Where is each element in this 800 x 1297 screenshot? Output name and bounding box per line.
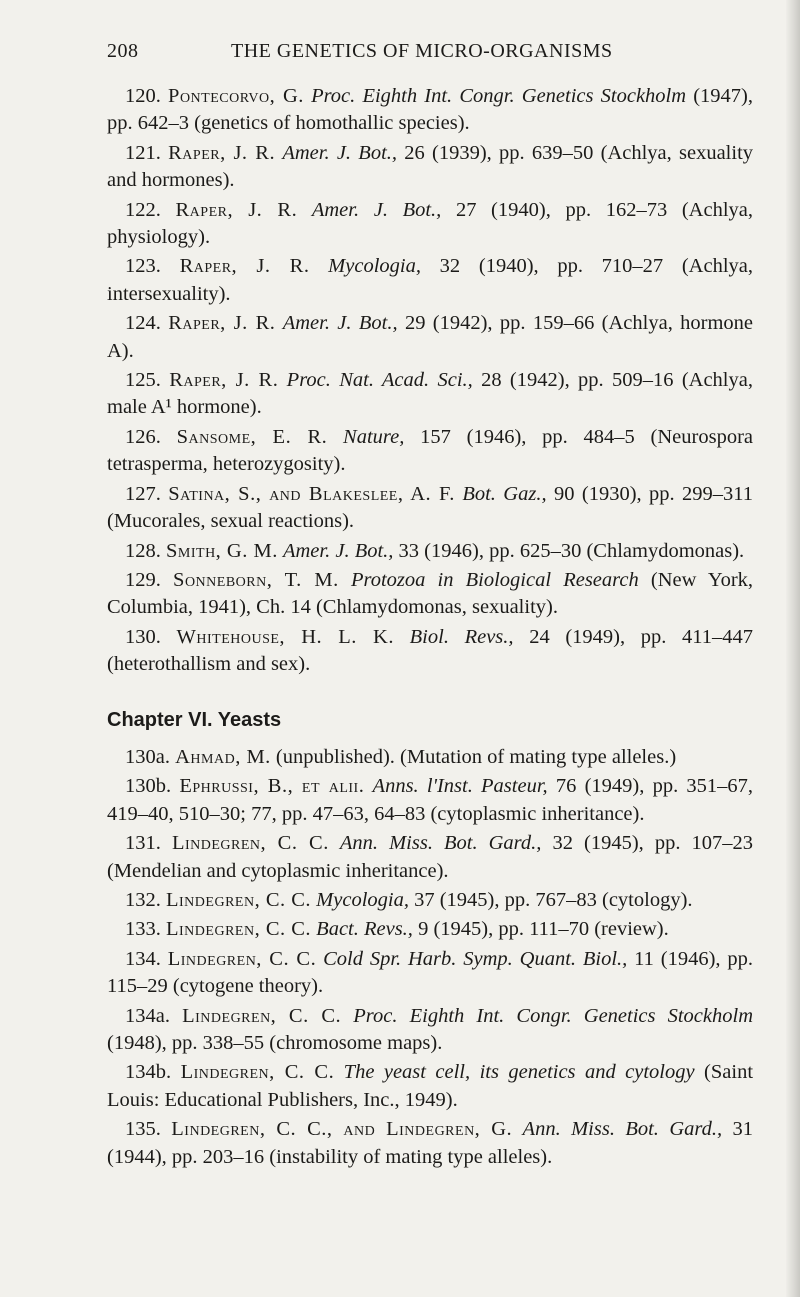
chapter-heading: Chapter VI. Yeasts <box>107 708 282 731</box>
reference-author: Lindegren, C. C. <box>166 918 312 941</box>
references-part1 <box>107 83 753 679</box>
reference-entry <box>107 197 753 252</box>
reference-author: Raper, J. R. <box>168 141 276 164</box>
reference-author: Raper, J. R. <box>169 369 279 392</box>
reference-details: 27 (1940), pp. 162–73 (Achlya, physiology). <box>107 198 753 249</box>
reference-source: Biol. Revs., <box>409 625 514 648</box>
reference-author: Lindegren, C. C. <box>180 1061 335 1084</box>
reference-number: 131. <box>125 832 161 855</box>
reference-entry <box>107 538 753 565</box>
reference-number: 134b. <box>125 1061 172 1084</box>
reference-details: (1948), pp. 338–55 (chromosome maps). <box>107 1032 443 1054</box>
reference-number: 133. <box>125 918 161 941</box>
reference-author: Sonneborn, T. M. <box>173 568 339 591</box>
reference-number: 128. <box>125 539 161 562</box>
reference-details: (Saint Louis: Educational Publishers, Inc., 1949). <box>107 1061 754 1111</box>
reference-entry <box>107 140 753 195</box>
reference-number: 120. <box>125 85 161 107</box>
reference-source: Bact. Revs., <box>316 918 413 941</box>
reference-entry <box>107 1059 753 1114</box>
reference-details: 32 (1945), pp. 107–23 (Mendelian and cytoplasmic inheritance). <box>107 832 754 882</box>
reference-number: 130a. <box>125 745 170 768</box>
reference-details: 29 (1942), pp. 159–66 (Achlya, hormone A). <box>107 312 754 362</box>
reference-number: 124. <box>125 312 161 335</box>
reference-source: Amer. J. Bot., <box>282 539 394 562</box>
reference-source: Anns. l'Inst. Pasteur, <box>372 775 548 798</box>
reference-number: 122. <box>125 198 161 221</box>
reference-number: 132. <box>125 888 161 911</box>
reference-source: Amer. J. Bot., <box>282 141 398 164</box>
reference-entry <box>107 624 753 679</box>
reference-number: 130. <box>125 625 161 648</box>
reference-details: 37 (1945), pp. 767–83 (cytology). <box>414 888 693 911</box>
reference-details: 76 (1949), pp. 351–67, 419–40, 510–30; 77, pp. 47–63, 64–83 (cytoplasmic inheritance). <box>107 775 754 825</box>
reference-number: 134. <box>125 947 161 970</box>
reference-source: Ann. Miss. Bot. Gard., <box>522 1118 723 1141</box>
page-number: 208 <box>107 40 139 62</box>
reference-details: 26 (1939), pp. 639–50 (Achlya, sexuality and hormones). <box>107 141 754 192</box>
reference-entry <box>107 773 753 828</box>
reference-entry <box>107 1003 753 1058</box>
reference-source: Proc. Eighth Int. Congr. Genetics Stockholm <box>311 85 687 107</box>
reference-entry <box>107 1116 753 1171</box>
reference-source: The yeast cell, its genetics and cytology <box>343 1061 695 1084</box>
reference-entry <box>107 424 753 479</box>
reference-entry <box>107 310 753 365</box>
reference-number: 130b. <box>125 775 172 798</box>
reference-number: 126. <box>125 425 161 448</box>
reference-details: 32 (1940), pp. 710–27 (Achlya, intersexuality). <box>107 255 754 305</box>
reference-author: Smith, G. M. <box>166 539 278 562</box>
reference-entry <box>107 916 753 943</box>
reference-details: (1947), pp. 642–3 (genetics of homothallic species). <box>107 85 753 135</box>
reference-source: Proc. Eighth Int. Congr. Genetics Stockholm <box>353 1004 753 1027</box>
reference-number: 135. <box>125 1118 161 1141</box>
reference-source: Mycologia, <box>316 888 409 911</box>
reference-details: 157 (1946), pp. 484–5 (Neurospora tetrasperma, heterozygosity). <box>107 425 754 476</box>
reference-details: 24 (1949), pp. 411–447 (heterothallism and sex). <box>107 625 754 676</box>
reference-entry <box>107 367 753 422</box>
reference-author: Lindegren, C. C. <box>171 832 329 855</box>
reference-source: Cold Spr. Harb. Symp. Quant. Biol., <box>323 947 628 970</box>
reference-source: Amer. J. Bot., <box>282 312 398 335</box>
reference-details: 90 (1930), pp. 299–311 (Mucorales, sexual reactions). <box>107 482 754 533</box>
reference-list <box>107 83 753 1173</box>
reference-author: Raper, J. R. <box>175 198 298 221</box>
reference-author: Raper, J. R. <box>179 255 310 278</box>
reference-details: 9 (1945), pp. 111–70 (review). <box>418 918 669 941</box>
reference-entry <box>107 830 753 885</box>
reference-author: Lindegren, C. C. <box>166 888 312 911</box>
reference-number: 121. <box>125 141 161 164</box>
reference-entry <box>107 481 753 536</box>
running-title: THE GENETICS OF MICRO-ORGANISMS <box>231 40 613 62</box>
reference-details: 28 (1942), pp. 509–16 (Achlya, male A¹ hormone). <box>107 369 753 419</box>
reference-author: Lindegren, C. C., and Lindegren, G. <box>171 1118 513 1141</box>
reference-source: Mycologia, <box>328 255 421 278</box>
reference-source: Protozoa in Biological Research <box>350 568 639 591</box>
reference-author: Lindegren, C. C. <box>182 1004 342 1027</box>
reference-author: Pontecorvo, G. <box>168 85 304 107</box>
reference-entry <box>107 946 753 1001</box>
reference-author: Sansome, E. R. <box>176 425 328 448</box>
reference-author: Satina, S., and Blakeslee, A. F. <box>168 482 455 505</box>
reference-author: Raper, J. R. <box>168 312 276 335</box>
reference-source: Amer. J. Bot., <box>311 198 442 221</box>
reference-entry <box>107 567 753 622</box>
reference-author: Whitehouse, H. L. K. <box>176 625 394 648</box>
reference-source: Ann. Miss. Bot. Gard., <box>339 832 542 855</box>
reference-entry <box>107 887 753 914</box>
references-part2 <box>107 744 753 1171</box>
reference-source: Bot. Gaz., <box>462 482 547 505</box>
reference-entry <box>107 744 753 771</box>
reference-details: 31 (1944), pp. 203–16 (instability of mating type alleles). <box>107 1118 754 1168</box>
reference-source: Proc. Nat. Acad. Sci., <box>286 369 473 392</box>
reference-number: 134a. <box>125 1004 170 1027</box>
page-edge-shadow <box>786 0 800 1297</box>
reference-number: 125. <box>125 369 161 392</box>
reference-author: Lindegren, C. C. <box>167 947 317 970</box>
reference-author: Ephrussi, B., et alii. <box>179 775 365 798</box>
reference-details: (New York, Columbia, 1941), Ch. 14 (Chlamydomonas, sexuality). <box>107 568 754 619</box>
reference-number: 123. <box>125 255 161 278</box>
reference-details: 11 (1946), pp. 115–29 (cytogene theory). <box>107 947 754 998</box>
reference-number: 129. <box>125 568 161 591</box>
reference-number: 127. <box>125 482 161 505</box>
reference-author: Ahmad, M. <box>175 745 271 768</box>
reference-entry <box>107 83 753 138</box>
reference-entry <box>107 253 753 308</box>
reference-details: 33 (1946), pp. 625–30 (Chlamydomonas). <box>398 539 745 562</box>
reference-details: (unpublished). (Mutation of mating type alleles.) <box>275 745 677 768</box>
reference-source: Nature, <box>343 425 405 448</box>
